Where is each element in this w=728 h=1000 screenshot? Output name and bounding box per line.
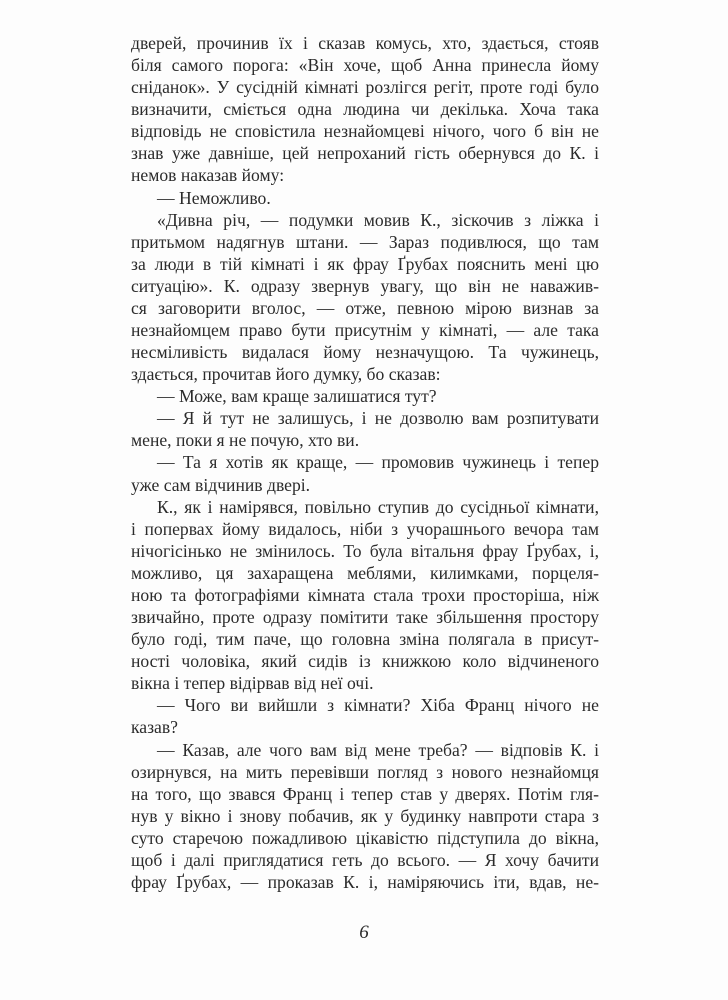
text-line: — Може, вам краще залишатися тут? — [157, 386, 437, 407]
text-line: незнайомцем право бути присутнім у кімнаті, — але така — [131, 320, 599, 341]
text-line: — Неможливо. — [157, 187, 271, 208]
text-line: сніданок». У сусідній кімнаті розлігся регіт, проте годі було — [131, 77, 599, 98]
text-line: за люди в тій кімнаті і як фрау Ґрубах пояснить мені цю — [131, 253, 599, 274]
text-line: суто старечою пожадливою цікавістю підступила до вікна, — [131, 827, 599, 848]
text-line: відповідь не сповістила незнайомцеві нічого, чого б він не — [131, 121, 599, 142]
text-line: ною та фотографіями кімната стала трохи просторіша, ніж — [131, 584, 599, 605]
text-line: можливо, ця захаращена меблями, килимками, порцеля- — [131, 562, 599, 583]
text-line: на того, що звався Франц і тепер став у дверях. Потім гля- — [131, 783, 599, 804]
text-line: ситуацію». К. одразу звернув увагу, що він не наважив- — [131, 275, 599, 296]
text-line: здається, прочитав його думку, бо сказав: — [131, 364, 441, 385]
text-line: і попервах йому видалось, ніби з учорашнього вечора там — [131, 518, 599, 539]
text-line: — Та я хотів як краще, — промовив чужинець і тепер — [157, 452, 599, 473]
text-line: уже сам відчинив двері. — [131, 474, 311, 495]
text-line: вікна і тепер відірвав від неї очі. — [131, 673, 374, 694]
text-line: несміливість видалася йому незначущою. Та чужинець, — [131, 342, 599, 363]
text-line: було годі, тим паче, що головна зміна полягала в присут- — [131, 629, 599, 650]
text-line: — Казав, але чого вам від мене треба? — відповів К. і — [157, 739, 599, 760]
text-line: — Я й тут не залишусь, і не дозволю вам розпитувати — [157, 408, 599, 429]
text-line: К., як і намірявся, повільно ступив до сусідньої кімнати, — [157, 496, 599, 517]
text-line: визначити, сміється одна людина чи декілька. Хоча така — [131, 99, 599, 120]
text-line: «Дивна річ, — подумки мовив К., зіскочив з ліжка і — [157, 209, 599, 230]
text-line: озирнувся, на мить перевівши погляд з нового незнайомця — [131, 761, 599, 782]
text-line: нув у вікно і знову побачив, як у будинку навпроти стара з — [131, 805, 599, 826]
text-line: немов наказав йому: — [131, 165, 285, 186]
text-line: мене, поки я не почую, хто ви. — [131, 430, 360, 451]
text-line: притьмом надягнув штани. — Зараз подивлюся, що там — [131, 231, 599, 252]
text-line: — Чого ви вийшли з кімнати? Хіба Франц нічого не — [157, 695, 599, 716]
text-line: біля самого порога: «Він хоче, щоб Анна принесла йому — [131, 55, 599, 76]
text-line: ся заговорити вголос, — отже, певною мірою визнав за — [131, 297, 599, 318]
text-line: щоб і далі приглядатися геть до всього. — Я хочу бачити — [131, 849, 599, 870]
text-line: дверей, прочинив їх і сказав комусь, хто, здається, стояв — [131, 33, 599, 53]
text-line: звичайно, проте одразу помітити таке збільшення простору — [131, 607, 599, 628]
text-line: нічогісінько не змінилось. То була вітальня фрау Ґрубах, і, — [131, 540, 599, 561]
body-text — [131, 32, 599, 893]
text-line: знав уже давніше, цей непроханий гість обернувся до К. і — [131, 143, 599, 164]
text-line: ності чоловіка, який сидів із книжкою коло відчиненого — [131, 651, 599, 672]
page-number: 6 — [359, 922, 369, 943]
text-line: фрау Ґрубах, — проказав К. і, наміряючись іти, вдав, не- — [131, 871, 599, 892]
text-line: казав? — [131, 717, 178, 738]
